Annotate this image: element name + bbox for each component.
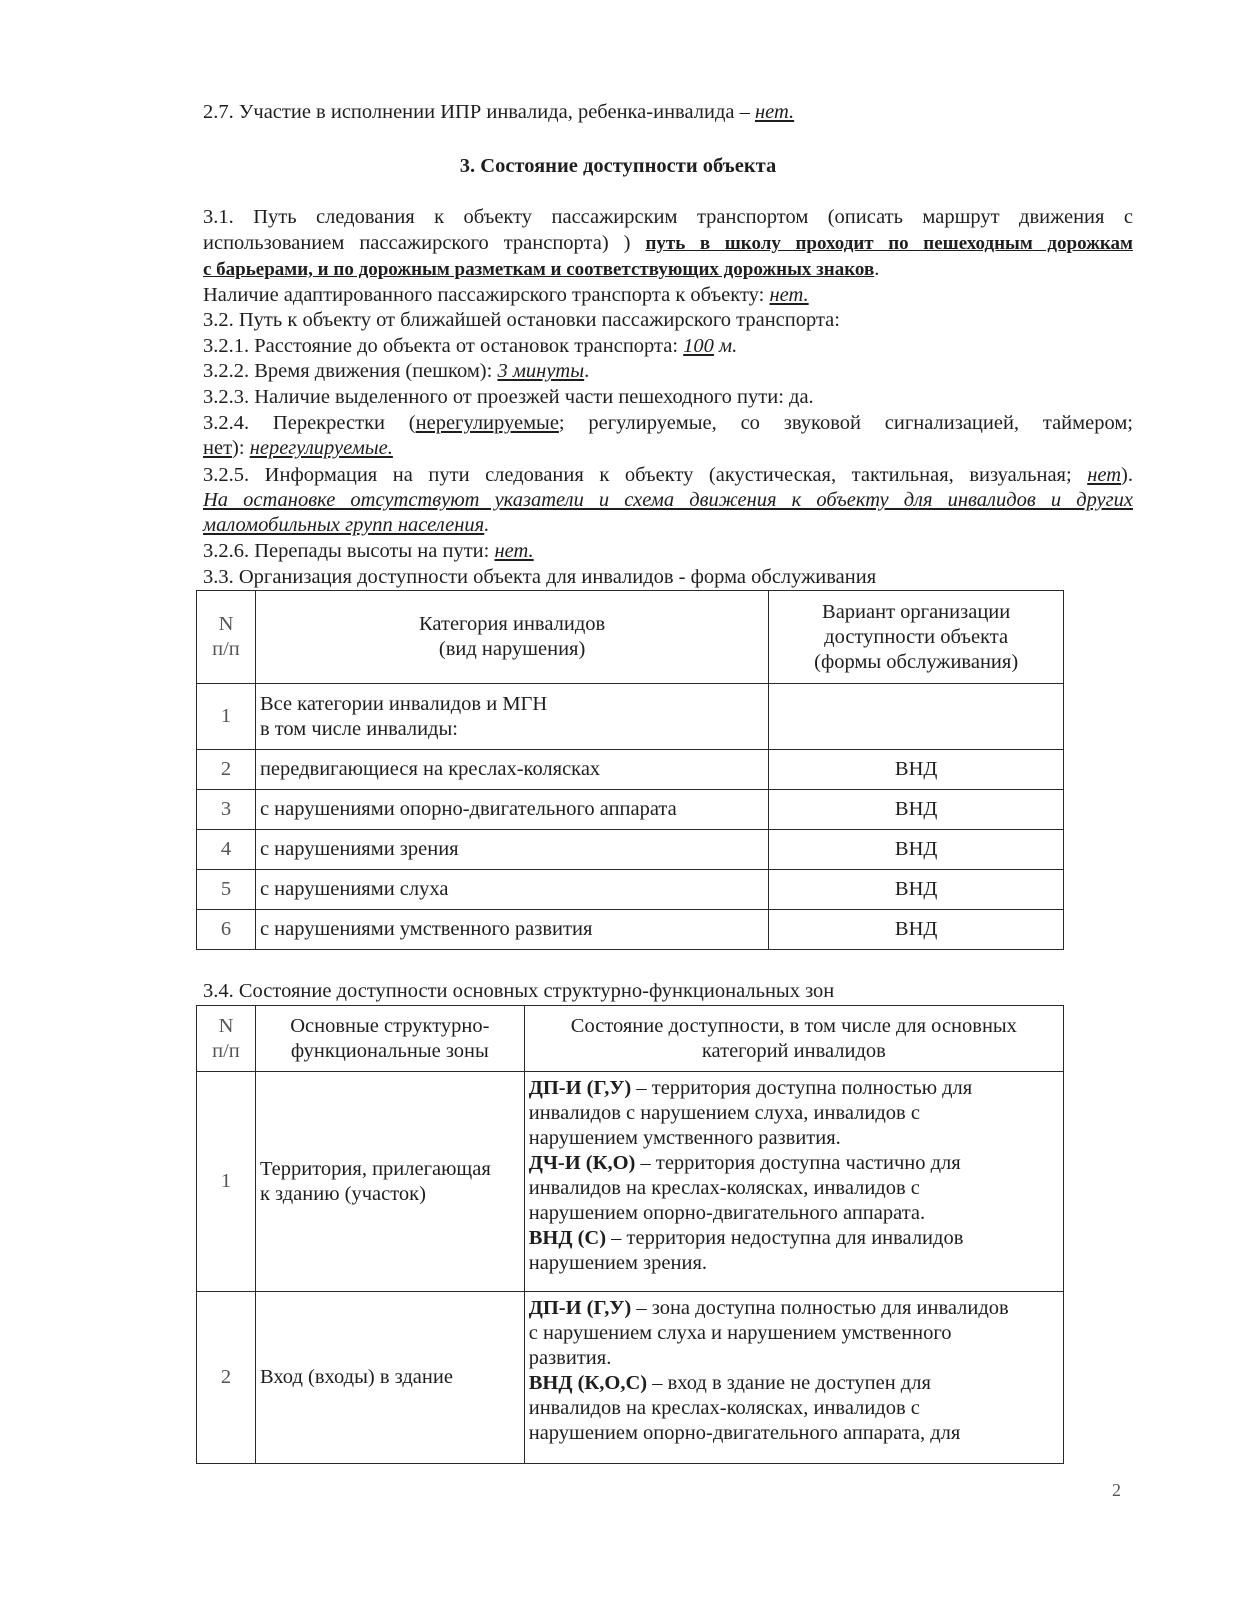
state-code: ДП-И (Г,У) — [528, 1077, 632, 1099]
s3-1-line3-end: . — [874, 258, 880, 280]
state-line — [529, 1421, 1059, 1446]
row-number: 4 — [197, 830, 256, 870]
table-row — [197, 1072, 1064, 1292]
row-category-line1: Все категории инвалидов и МГН — [259, 692, 548, 715]
s3-1-adapted-value: нет. — [769, 284, 809, 306]
row-number: 1 — [197, 684, 256, 750]
state-line — [529, 1176, 1059, 1201]
s3-2-title: 3.2. Путь к объекту от ближайшей остановки пассажирского транспорта: — [203, 309, 840, 331]
row-zone-line2: к зданию (участок) — [259, 1182, 426, 1205]
s3-3-table — [196, 590, 1064, 950]
s3-3-header-variant-3: (формы обслуживания) — [814, 650, 1019, 673]
row-form: ВНД — [769, 750, 1064, 790]
row-category: с нарушениями умственного развития — [255, 910, 768, 950]
state-line — [529, 1346, 1059, 1371]
state-text: развития. — [528, 1347, 612, 1369]
s3-4-header-zone-2: функциональные зоны — [290, 1039, 489, 1062]
s3-3-header-category-1: Категория инвалидов — [419, 613, 606, 635]
s3-2-2 — [203, 359, 1133, 384]
state-line — [529, 1126, 1059, 1151]
state-line — [529, 1296, 1059, 1321]
row-number: 6 — [197, 910, 256, 950]
s3-1-adapted-text: Наличие адаптированного пассажирского транспорта к объекту: — [203, 284, 770, 306]
row-zone: Вход (входы) в здание — [255, 1292, 524, 1464]
row-category: передвигающиеся на креслах-колясках — [255, 750, 768, 790]
s3-3-header-variant-1: Вариант организации — [822, 600, 1011, 623]
s3-4-header-zone-1: Основные структурно- — [290, 1014, 490, 1037]
row-number: 2 — [197, 750, 256, 790]
s3-1-route-value: путь в школу проходит по пешеходным дорожкам — [645, 233, 1133, 254]
s3-2-4-text-b: ; регулируемые, со звуковой сигнализацией, таймером; — [558, 412, 1133, 434]
s3-4-title: 3.4. Состояние доступности основных структурно-функциональных зон — [203, 980, 835, 1002]
row-form: ВНД — [769, 790, 1064, 830]
s3-2-1 — [203, 334, 1133, 359]
table-row — [197, 684, 1064, 750]
state-code: ДП-И (Г,У) — [528, 1297, 632, 1319]
row-number: 1 — [197, 1072, 256, 1292]
row-form — [769, 684, 1064, 750]
s3-4-header-row — [197, 1006, 1064, 1072]
s3-1-route-value-2: с барьерами, и по дорожным разметкам и соответствующих дорожных знаков — [203, 259, 875, 280]
s3-4-table — [196, 1005, 1064, 1464]
state-text: инвалидов на креслах-колясках, инвалидов с — [528, 1397, 920, 1419]
row-state — [524, 1072, 1063, 1292]
table-row — [197, 910, 1064, 950]
state-line — [529, 1321, 1059, 1346]
row-state — [524, 1292, 1063, 1464]
row-category-line2: в том числе инвалиды: — [259, 717, 458, 740]
s3-2-2-text: 3.2.2. Время движения (пешком): — [203, 360, 498, 382]
s3-3-header-variant-2: доступности объекта — [824, 625, 1009, 648]
s3-2-5-line3 — [203, 513, 1133, 538]
s3-2-2-end: . — [584, 360, 590, 382]
state-text: нарушением опорно-двигательного аппарата, для — [528, 1422, 961, 1444]
s3-4-header-zone — [255, 1006, 524, 1072]
row-form: ВНД — [769, 910, 1064, 950]
state-text: – вход в здание не доступен для — [647, 1372, 931, 1394]
row-category: с нарушениями слуха — [255, 870, 768, 910]
s3-2-6-value: нет. — [494, 540, 534, 562]
state-text: – территория доступна частично для — [635, 1152, 961, 1174]
s3-3-header-category — [255, 591, 768, 684]
state-code: ДЧ-И (К,О) — [528, 1152, 636, 1174]
s3-2-5-selected: нет — [1087, 464, 1122, 486]
s3-2-5-line3-end: . — [484, 514, 490, 536]
s3-2-2-value: 3 минуты — [497, 360, 585, 382]
s3-2-4-line2 — [203, 436, 1133, 461]
row-zone — [255, 1072, 524, 1292]
state-text: инвалидов с нарушением слуха, инвалидов с — [528, 1102, 920, 1124]
s3-1-line1: 3.1. Путь следования к объекту пассажирским транспортом (описать маршрут движения с — [203, 206, 1133, 228]
table-row — [197, 1292, 1064, 1464]
state-text: нарушением умственного развития. — [528, 1127, 841, 1149]
s3-2-4 — [203, 411, 1133, 436]
s3-2-6-text: 3.2.6. Перепады высоты на пути: — [203, 540, 495, 562]
row-category: с нарушениями зрения — [255, 830, 768, 870]
s3-2-4-text-a: 3.2.4. Перекрестки ( — [203, 412, 416, 434]
state-line — [529, 1396, 1059, 1421]
s3-4-header-num-1: N — [218, 1014, 234, 1037]
s3-3-header-row — [197, 591, 1064, 684]
row-form: ВНД — [769, 870, 1064, 910]
s3-4-header-num-2: п/п — [212, 1039, 240, 1062]
s3-4-header-state-2: категорий инвалидов — [701, 1039, 886, 1062]
s3-2-5 — [203, 463, 1133, 488]
page-number: 2 — [1112, 1480, 1121, 1500]
row-zone-line1: Территория, прилегающая — [259, 1157, 491, 1180]
s3-3-header-category-2: (вид нарушения) — [438, 638, 586, 660]
state-text: нарушением зрения. — [528, 1252, 707, 1274]
state-line — [529, 1251, 1059, 1276]
section-3-heading: 3. Состояние доступности объекта — [459, 155, 777, 177]
s3-3-header-num-1: N — [218, 613, 234, 635]
row-number: 2 — [197, 1292, 256, 1464]
state-line — [529, 1371, 1059, 1396]
s3-1-line3 — [203, 257, 1133, 282]
row-number: 3 — [197, 790, 256, 830]
s3-2-6 — [203, 539, 1133, 564]
state-text: – зона доступна полностью для инвалидов — [631, 1297, 1009, 1319]
s3-2-5-text-b: ). — [1121, 464, 1133, 486]
s3-1-line2 — [203, 231, 1133, 256]
state-line — [529, 1201, 1059, 1226]
s3-4-header-num — [197, 1006, 256, 1072]
state-text: инвалидов на креслах-колясках, инвалидов с — [528, 1177, 920, 1199]
s3-4-header-state — [524, 1006, 1063, 1072]
row-category: с нарушениями опорно-двигательного аппарата — [255, 790, 768, 830]
section-2-7-text: 2.7. Участие в исполнении ИПР инвалида, ребенка-инвалида – — [203, 101, 755, 123]
table-row — [197, 790, 1064, 830]
row-number: 5 — [197, 870, 256, 910]
table-row — [197, 870, 1064, 910]
s3-2-5-text-a: 3.2.5. Информация на пути следования к объекту (акустическая, тактильная, визуальная; — [203, 464, 1088, 486]
s3-3-header-variant — [769, 591, 1064, 684]
s3-1-adapted — [203, 283, 1133, 308]
state-line — [529, 1076, 1059, 1101]
s3-1-line2-text: использованием пассажирского транспорта) ) — [203, 232, 646, 254]
state-line — [529, 1226, 1059, 1251]
state-line — [529, 1101, 1059, 1126]
s3-2-4-line2-text: ): — [232, 437, 250, 459]
state-text: с нарушением слуха и нарушением умственного — [528, 1322, 952, 1344]
s3-2-1-unit: м. — [713, 335, 738, 357]
s3-2-5-line2: На остановке отсутствуют указатели и схема движения к объекту для инвалидов и других — [203, 489, 1133, 511]
s3-2-1-value: 100 — [683, 335, 714, 357]
s3-3-header-num-2: п/п — [212, 638, 240, 660]
s3-2-4-selected: нерегулируемые — [415, 412, 559, 434]
row-category — [255, 684, 768, 750]
state-line — [529, 1151, 1059, 1176]
section-2-7 — [203, 100, 1133, 125]
s3-2-4-option-net: нет — [203, 437, 233, 459]
s3-2-5-line3-text: маломобильных групп населения — [203, 514, 485, 536]
state-code: ВНД (К,О,С) — [528, 1372, 648, 1394]
row-form: ВНД — [769, 830, 1064, 870]
s3-3-header-num — [197, 591, 256, 684]
table-row — [197, 750, 1064, 790]
s3-2-1-text: 3.2.1. Расстояние до объекта от остановок транспорта: — [203, 335, 684, 357]
state-text: – территория недоступна для инвалидов — [606, 1227, 964, 1249]
section-2-7-value: нет. — [754, 101, 795, 123]
state-text: – территория доступна полностью для — [631, 1077, 973, 1099]
s3-4-header-state-1: Состояние доступности, в том числе для основных — [570, 1014, 1017, 1037]
state-text: нарушением опорно-двигательного аппарата. — [528, 1202, 926, 1224]
state-code: ВНД (С) — [528, 1227, 607, 1249]
s3-2-3: 3.2.3. Наличие выделенного от проезжей части пешеходного пути: да. — [203, 386, 814, 408]
table-row — [197, 830, 1064, 870]
s3-2-4-value: нерегулируемые. — [249, 437, 393, 459]
s3-3-title: 3.3. Организация доступности объекта для инвалидов - форма обслуживания — [203, 566, 877, 588]
